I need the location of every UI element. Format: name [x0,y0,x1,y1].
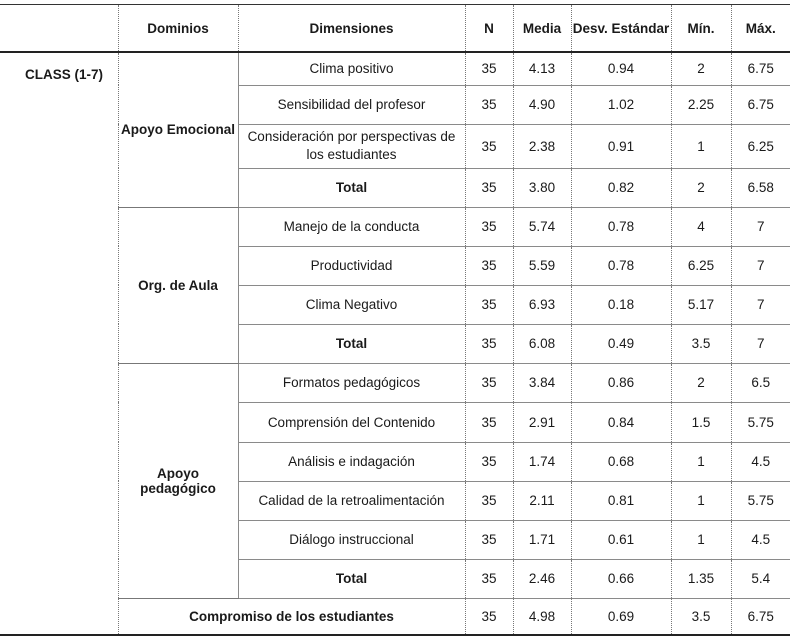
cell-max: 7 [731,285,790,324]
header-row [0,5,790,53]
cell-dim: Clima Negativo [238,285,465,324]
cell-desv: 0.94 [571,52,671,85]
cell-desv: 0.78 [571,207,671,246]
cell-min: 4 [671,207,731,246]
cell-media: 4.90 [513,85,571,124]
header-dominios: Dominios [118,5,238,53]
cell-dim: Formatos pedagógicos [238,363,465,402]
cell-max: 6.25 [731,124,790,168]
cell-n: 35 [465,559,513,598]
cell-media: 5.74 [513,207,571,246]
cell-desv: 0.66 [571,559,671,598]
cell-max: 5.4 [731,559,790,598]
table-row [0,363,790,402]
cell-dim: Análisis e indagación [238,442,465,481]
cell-desv: 0.86 [571,363,671,402]
cell-media: 2.46 [513,559,571,598]
cell-dim: Total [238,559,465,598]
header-blank [0,5,118,53]
cell-n: 35 [465,207,513,246]
cell-dim: Calidad de la retroalimentación [238,481,465,520]
cell-min: 2 [671,52,731,85]
cell-desv: 0.49 [571,324,671,363]
domain-name: Apoyo pedagógico [118,363,238,598]
cell-desv: 0.78 [571,246,671,285]
cell-media: 3.80 [513,168,571,207]
cell-dim: Diálogo instruccional [238,520,465,559]
cell-max: 6.75 [731,85,790,124]
header-max: Máx. [731,5,790,53]
cell-min: 2 [671,168,731,207]
table-row [0,207,790,246]
cell-desv: 0.84 [571,402,671,442]
cell-desv: 0.91 [571,124,671,168]
cell-media: 6.93 [513,285,571,324]
domain-name: Org. de Aula [118,207,238,363]
compromiso-label: Compromiso de los estudiantes [118,598,465,635]
cell-desv: 1.02 [571,85,671,124]
cell-desv: 0.61 [571,520,671,559]
class-statistics-table [0,4,790,636]
compromiso-row [0,598,790,635]
cell-min: 1.5 [671,402,731,442]
header-min: Mín. [671,5,731,53]
cell-media: 6.08 [513,324,571,363]
cell-n: 35 [465,52,513,85]
cell-n: 35 [465,324,513,363]
cell-n: 35 [465,481,513,520]
cell-min: 3.5 [671,324,731,363]
compromiso-n: 35 [465,598,513,635]
cell-max: 7 [731,324,790,363]
domain-name: Apoyo Emocional [118,52,238,207]
cell-max: 4.5 [731,442,790,481]
cell-media: 5.59 [513,246,571,285]
cell-max: 7 [731,246,790,285]
cell-dim: Comprensión del Contenido [238,402,465,442]
compromiso-desv: 0.69 [571,598,671,635]
cell-min: 2.25 [671,85,731,124]
cell-min: 1.35 [671,559,731,598]
cell-max: 6.75 [731,52,790,85]
cell-media: 2.11 [513,481,571,520]
header-dimensiones: Dimensiones [238,5,465,53]
cell-max: 6.5 [731,363,790,402]
cell-media: 1.74 [513,442,571,481]
cell-n: 35 [465,402,513,442]
compromiso-max: 6.75 [731,598,790,635]
cell-dim: Total [238,168,465,207]
cell-min: 6.25 [671,246,731,285]
cell-min: 5.17 [671,285,731,324]
table-row [0,52,790,85]
cell-dim: Consideración por perspectivas de los estudiantes [238,124,465,168]
cell-n: 35 [465,520,513,559]
cell-media: 4.13 [513,52,571,85]
cell-dim: Total [238,324,465,363]
cell-n: 35 [465,168,513,207]
cell-media: 1.71 [513,520,571,559]
cell-media: 2.38 [513,124,571,168]
cell-n: 35 [465,363,513,402]
cell-max: 5.75 [731,402,790,442]
cell-min: 2 [671,363,731,402]
cell-min: 1 [671,124,731,168]
cell-n: 35 [465,124,513,168]
header-n: N [465,5,513,53]
header-media: Media [513,5,571,53]
cell-desv: 0.18 [571,285,671,324]
cell-media: 2.91 [513,402,571,442]
cell-dim: Productividad [238,246,465,285]
cell-max: 4.5 [731,520,790,559]
blank-cell [0,598,118,635]
table-body [0,52,790,635]
class-label: CLASS (1-7) [25,67,104,82]
cell-max: 6.58 [731,168,790,207]
cell-desv: 0.82 [571,168,671,207]
cell-min: 1 [671,481,731,520]
cell-min: 1 [671,442,731,481]
cell-media: 3.84 [513,363,571,402]
compromiso-min: 3.5 [671,598,731,635]
cell-max: 7 [731,207,790,246]
cell-dim: Sensibilidad del profesor [238,85,465,124]
cell-n: 35 [465,285,513,324]
cell-n: 35 [465,85,513,124]
cell-dim: Clima positivo [238,52,465,85]
cell-n: 35 [465,442,513,481]
cell-n: 35 [465,246,513,285]
compromiso-media: 4.98 [513,598,571,635]
cell-max: 5.75 [731,481,790,520]
header-desv: Desv. Estándar [571,5,671,53]
cell-desv: 0.81 [571,481,671,520]
cell-dim: Manejo de la conducta [238,207,465,246]
cell-min: 1 [671,520,731,559]
cell-desv: 0.68 [571,442,671,481]
